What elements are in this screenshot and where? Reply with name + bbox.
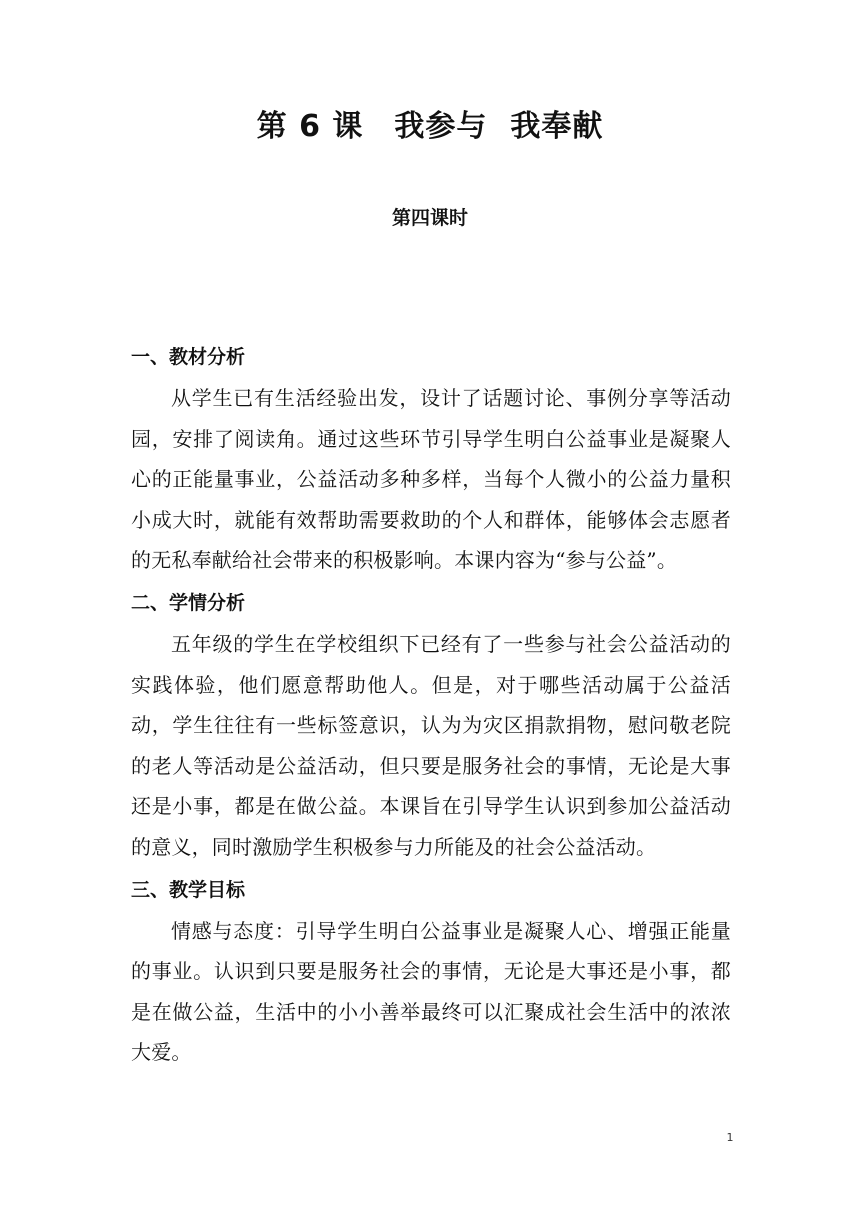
section-heading: 一、教材分析 xyxy=(131,346,246,368)
section-heading: 三、教学目标 xyxy=(131,878,246,901)
lesson-title: 第 6 课 我参与 我奉献 xyxy=(256,109,604,144)
section-heading: 二、学情分析 xyxy=(131,591,246,614)
lesson-subtitle: 第四课时 xyxy=(391,207,468,229)
page-number: 1 xyxy=(726,1131,734,1144)
section-textbook-analysis xyxy=(131,337,731,583)
section-teaching-goals xyxy=(131,870,731,1075)
section-paragraph: 情感与态度：引导学生明白公益事业是凝聚人心、增强正能量的事业。认识到只要是服务社会的事情，无论是大事还是小事，都是在做公益，生活中的小小善举最终可以汇聚成社会生活中的浓浓大爱。 xyxy=(131,918,731,1065)
section-paragraph: 五年级的学生在学校组织下已经有了一些参与社会公益活动的实践体验，他们愿意帮助他人。但是，对于哪些活动属于公益活动，学生往往有一些标签意识，认为为灾区捐款捐物，慰问敬老院的老人等活动是公益活动，但只要是服务社会的事情，无论是大事还是小事，都是在做公益。本课旨在引导学生认识到参加公益活动的意义，同时激励学生积极参与力所能及的社会公益活动。 xyxy=(131,631,731,859)
document-body xyxy=(131,337,731,1075)
section-paragraph: 从学生已有生活经验出发，设计了话题讨论、事例分享等活动园，安排了阅读角。通过这些环节引导学生明白公益事业是凝聚人心的正能量事业，公益活动多种多样，当每个人微小的公益力量积小成大时，就能有效帮助需要救助的个人和群体，能够体会志愿者的无私奉献给社会带来的积极影响。本课内容为“参与公益”。 xyxy=(131,386,731,573)
section-student-analysis xyxy=(131,583,731,870)
